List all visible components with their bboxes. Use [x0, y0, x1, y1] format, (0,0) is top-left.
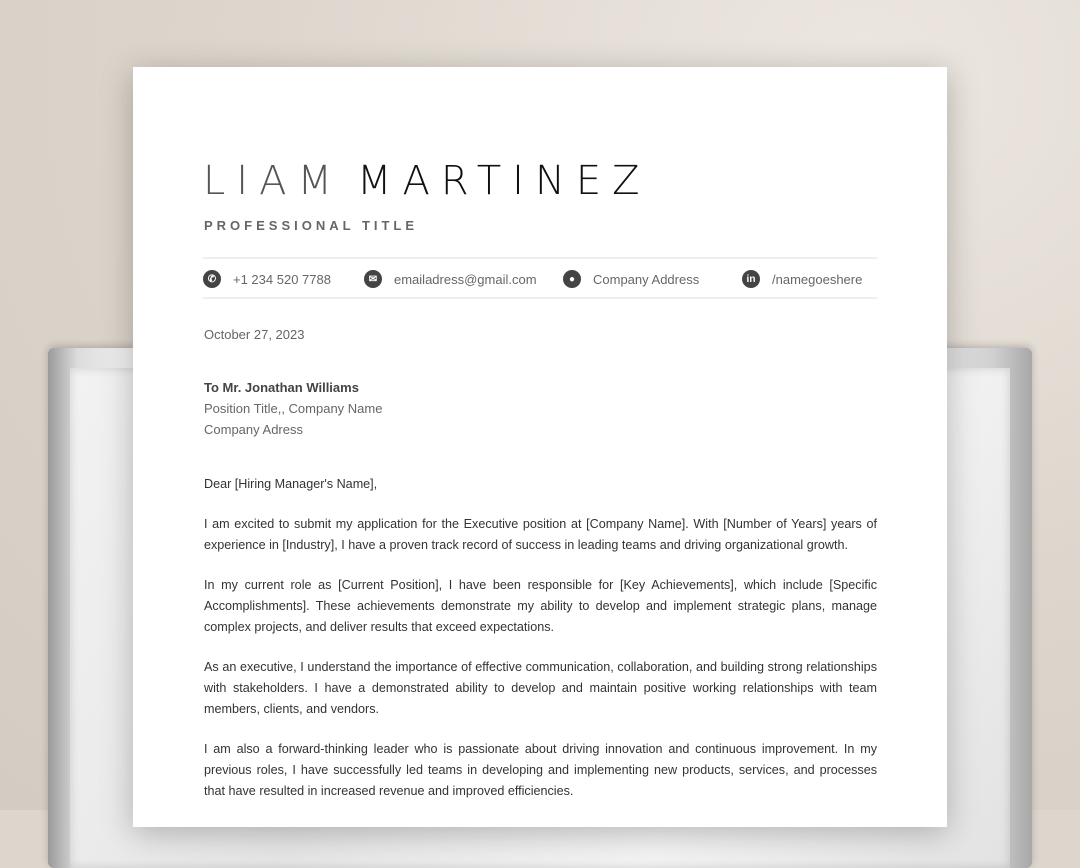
- email-text: emailadress@gmail.com: [394, 271, 537, 287]
- paragraph: In my current role as [Current Position], I have been responsible for [Key Achievements], which include [Specific Accomplishments]. These achievements demonstrate my ability to develop and implement strategic plans, manage complex projects, and deliver results that exceed expectations.: [204, 578, 877, 634]
- contact-address: [563, 270, 699, 288]
- linkedin-icon: in: [742, 270, 760, 288]
- address-text: Company Address: [593, 271, 700, 287]
- paragraph: I am excited to submit my application for the Executive position at [Company Name]. With [Number of Years] years of experience in [Industry], I have a proven track record of success in leading teams and driving organizational growth.: [204, 517, 877, 552]
- recipient-address: Company Adress: [204, 422, 303, 437]
- letter-body: [204, 474, 877, 821]
- contact-linkedin: [742, 270, 862, 288]
- recipient-block: [204, 377, 382, 440]
- paragraph: I am also a forward-thinking leader who is passionate about driving innovation and continuous improvement. In my previous roles, I have successfully led teams in developing and implementing new products, services, and processes that have resulted in increased revenue and improved efficiencies.: [204, 742, 877, 798]
- salutation: Dear [Hiring Manager's Name],: [204, 477, 378, 491]
- contact-phone: [203, 270, 331, 288]
- contact-bar: [203, 257, 877, 299]
- contact-email: [364, 270, 537, 288]
- name-heading: [203, 159, 651, 203]
- phone-icon: ✆: [203, 270, 221, 288]
- recipient-name: To Mr. Jonathan Williams: [204, 380, 359, 395]
- last-name: MARTINEZ: [356, 158, 651, 204]
- first-name: LIAM: [203, 158, 343, 204]
- letter-date: October 27, 2023: [204, 327, 305, 342]
- recipient-position: Position Title,, Company Name: [204, 401, 383, 416]
- professional-title: PROFESSIONAL TITLE: [204, 218, 419, 233]
- phone-text: +1 234 520 7788: [233, 271, 331, 287]
- cover-letter-page: [133, 67, 947, 827]
- location-icon: ●: [563, 270, 581, 288]
- linkedin-text: /namegoeshere: [772, 271, 863, 287]
- email-icon: ✉: [364, 270, 382, 288]
- paragraph: As an executive, I understand the importance of effective communication, collaboration, and building strong relationships with stakeholders. I have a demonstrated ability to develop and maintain positive working relationships with team members, clients, and vendors.: [204, 660, 877, 716]
